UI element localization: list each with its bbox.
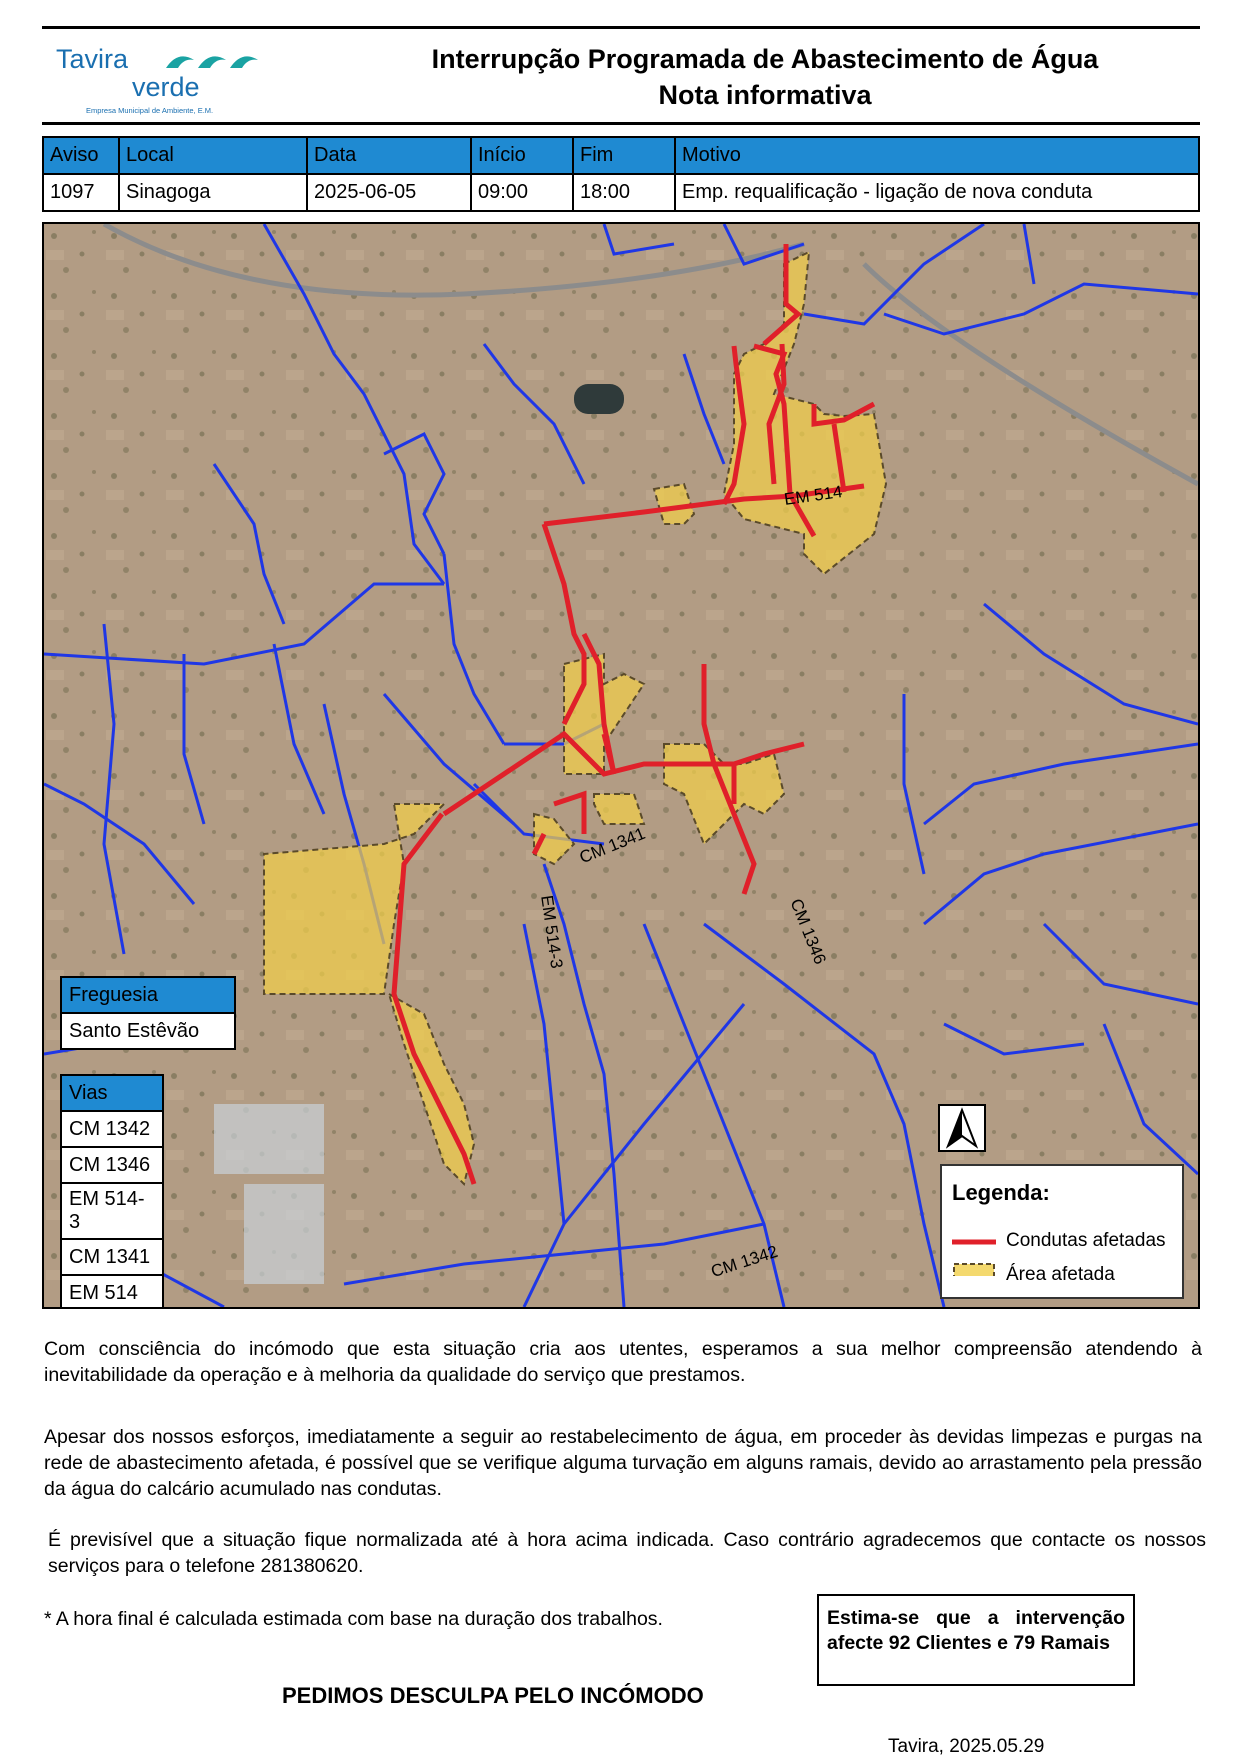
freguesia-header: Freguesia <box>61 977 235 1013</box>
list-item: EM 514 <box>61 1275 163 1309</box>
logo-word-1: Tavira <box>56 44 129 74</box>
logo-word-2: verde <box>132 72 200 102</box>
col-aviso: Aviso <box>43 137 119 174</box>
header-rule <box>42 122 1200 125</box>
freguesia-box <box>60 976 236 1050</box>
col-motivo: Motivo <box>675 137 1199 174</box>
cell-fim: 18:00 <box>573 174 675 211</box>
cell-aviso: 1097 <box>43 174 119 211</box>
list-item: CM 1341 <box>61 1239 163 1275</box>
info-table-header <box>43 137 1199 174</box>
list-item: CM 1346 <box>61 1147 163 1183</box>
legend-area-label: Área afetada <box>1006 1264 1115 1285</box>
info-table <box>42 136 1200 212</box>
estimate-box: Estima-se que a intervenção afecte 92 Clientes e 79 Ramais <box>817 1594 1135 1686</box>
north-arrow-icon <box>938 1104 986 1152</box>
cell-inicio: 09:00 <box>471 174 573 211</box>
legend-symbols <box>950 1166 998 1276</box>
vias-header: Vias <box>61 1075 163 1111</box>
road-label-em514: EM 514 <box>782 482 844 509</box>
map-canvas <box>44 224 1198 1307</box>
tavira-verde-logo <box>50 40 230 120</box>
page-title: Interrupção Programada de Abastecimento de Água <box>431 44 1099 74</box>
legend-pipe-label: Condutas afetadas <box>1006 1230 1166 1251</box>
vias-box <box>60 1074 164 1309</box>
page-subtitle: Nota informativa <box>658 80 872 110</box>
cell-local: Sinagoga <box>119 174 307 211</box>
cell-motivo: Emp. requalificação - ligação de nova conduta <box>675 174 1199 211</box>
freguesia-value: Santo Estêvão <box>61 1013 235 1049</box>
waves-icon <box>164 46 264 76</box>
legend-area-swatch <box>954 1264 994 1276</box>
legend-title: Legenda: <box>952 1180 1050 1205</box>
top-rule <box>42 26 1200 29</box>
paragraph-2: Apesar dos nossos esforços, imediatamente a seguir ao restabelecimento de água, em proceder às devidas limpezas e purgas na rede de abastecimento afetada, é possível que se verifique alguma turvação em alguns ramais, devido ao arrastamento pela pressão da água do calcário acumulado nas condutas. <box>44 1426 1202 1500</box>
road-label-cm1341: CM 1341 <box>576 823 648 868</box>
table-row <box>43 174 1199 211</box>
road-label-em514-3: EM 514-3 <box>537 894 567 970</box>
col-fim: Fim <box>573 137 675 174</box>
cell-data: 2025-06-05 <box>307 174 471 211</box>
paragraph-1: Com consciência do incómodo que esta situação cria aos utentes, esperamos a sua melhor compreensão atendendo à inevitabilidade da operação e à melhoria da qualidade do serviço que prestamos. <box>44 1338 1202 1386</box>
col-data: Data <box>307 137 471 174</box>
list-item: CM 1342 <box>61 1111 163 1147</box>
footnote: * A hora final é calculada estimada com base na duração dos trabalhos. <box>44 1608 663 1630</box>
paragraph-3: É previsível que a situação fique normalizada até à hora acima indicada. Caso contrário agradecemos que contacte os nossos serviços para o telefone 281380620. <box>48 1529 1206 1577</box>
apology-text: PEDIMOS DESCULPA PELO INCÓMODO <box>282 1683 704 1708</box>
col-inicio: Início <box>471 137 573 174</box>
road-label-cm1346: CM 1346 <box>786 896 830 968</box>
col-local: Local <box>119 137 307 174</box>
network-map[interactable] <box>42 222 1200 1309</box>
map-legend <box>940 1164 1184 1299</box>
list-item: EM 514-3 <box>61 1183 163 1239</box>
logo-tagline: Empresa Municipal de Ambiente, E.M. <box>86 106 214 115</box>
road-label-cm1342: CM 1342 <box>708 1241 781 1282</box>
place-date: Tavira, 2025.05.29 <box>888 1736 1045 1757</box>
